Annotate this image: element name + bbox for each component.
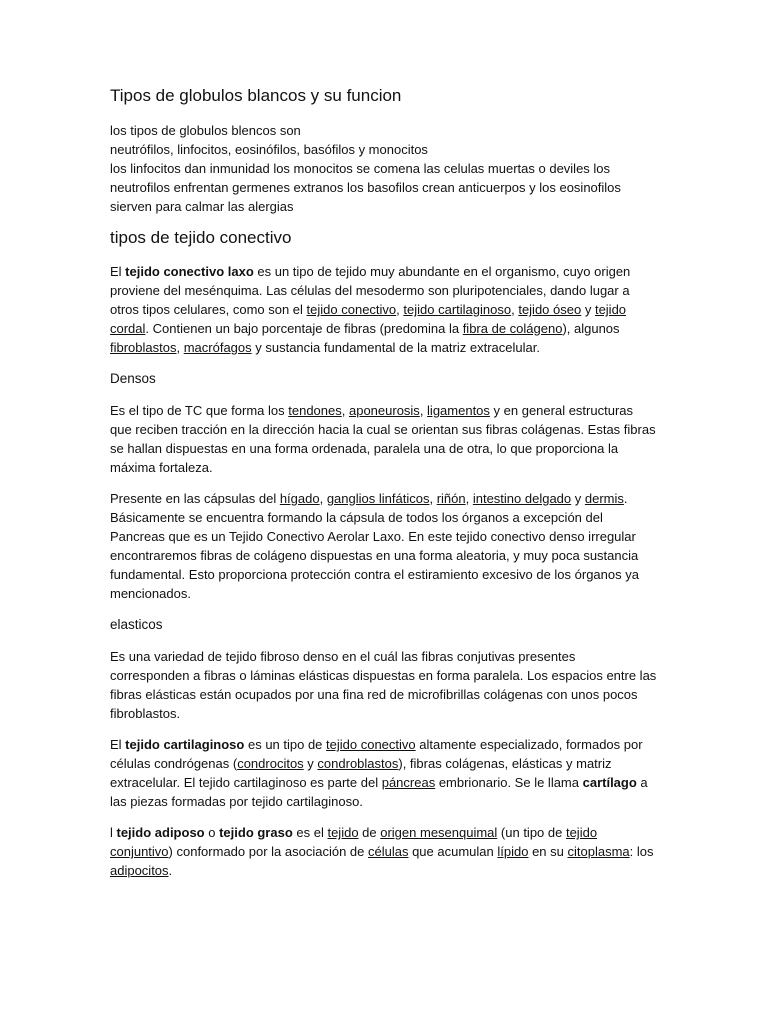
link-citoplasma[interactable]: citoplasma: [567, 844, 630, 859]
text: ), algunos: [562, 321, 620, 336]
link-tejido-oseo[interactable]: tejido óseo: [518, 302, 582, 317]
text: ,: [465, 491, 473, 506]
text: y en general estructuras que reciben tracción en la dirección hacia la cual se orientan sus fibras colágenas. Estas fibras se hallan dispuestas en una forma ordenada, paralela una de otra, lo que proporciona la máxima fortaleza.: [110, 403, 656, 475]
text: y: [581, 302, 595, 317]
link-ganglios-linfaticos[interactable]: ganglios linfáticos: [326, 491, 430, 506]
text: es el: [292, 825, 328, 840]
link-tejido-conectivo[interactable]: tejido conectivo: [306, 302, 397, 317]
text: ,: [176, 340, 184, 355]
link-celulas[interactable]: células: [368, 844, 409, 859]
text: : los: [629, 844, 654, 859]
intro-line: los linfocitos dan inmunidad los monocitos se comena las celulas muertas o deviles los neutrofilos enfrentan germenes extranos los basofilos crean anticuerpos y los eosinofilos sierven para calmar las alergias: [110, 161, 621, 214]
link-tejido-cordal[interactable]: tejido cordal: [110, 302, 627, 336]
text: o: [204, 825, 220, 840]
text: ), fibras colágenas, elásticas y matriz extracelular. El tejido cartilaginoso es parte del: [110, 756, 612, 790]
text: ) conformado por la asociación de: [168, 844, 368, 859]
link-tejido-conectivo[interactable]: tejido conectivo: [326, 737, 416, 752]
text: l: [110, 825, 117, 840]
link-rinon[interactable]: riñón: [436, 491, 466, 506]
text: Presente en las cápsulas del: [110, 491, 280, 506]
paragraph-elasticos: Es una variedad de tejido fibroso denso en el cuál las fibras conjutivas presentes corresponden a fibras o láminas elásticas dispuestas en forma paralela. Los espacios entre las fibras elásticas están ocupados por una fina red de microfibrillas colágenas con unos pocos fibroblastos.: [110, 649, 657, 721]
link-dermis[interactable]: dermis: [584, 491, 624, 506]
paragraph-densos-1: [110, 401, 658, 477]
text: El: [110, 737, 126, 752]
link-higado[interactable]: hígado: [279, 491, 320, 506]
text: . Básicamente se encuentra formando la cápsula de todos los órganos a excepción del Pancreas que es un Tejido Conectivo Aerolar Laxo. En este tejido conectivo denso irregular encontraremos fibras de colágeno dispuestas en una forma aleatoria, y muy poca sustancia fundamental. Esto proporciona protección contra el estiramiento excesivo de los órganos ya mencionados.: [110, 491, 639, 601]
text: . Contienen un bajo porcentaje de fibras (predomina la: [145, 321, 463, 336]
link-fibroblastos[interactable]: fibroblastos: [110, 340, 177, 355]
link-adipocitos[interactable]: adipocitos: [110, 863, 169, 878]
text: es un tipo de: [244, 737, 327, 752]
bold-term: tejido conectivo laxo: [125, 264, 254, 279]
paragraph-laxo: [110, 262, 658, 357]
text: en su: [528, 844, 568, 859]
text: El: [110, 264, 126, 279]
link-tendones[interactable]: tendones: [288, 403, 342, 418]
intro-block: [110, 121, 658, 216]
paragraph-cartilaginoso: [110, 735, 658, 811]
subheading-elasticos: elasticos: [110, 617, 163, 632]
text: y: [571, 491, 585, 506]
text: y sustancia fundamental de la matriz extracelular.: [251, 340, 540, 355]
text: a las piezas formadas por tejido cartilaginoso.: [110, 775, 648, 809]
bold-term: tejido cartilaginoso: [125, 737, 245, 752]
link-tejido[interactable]: tejido: [327, 825, 359, 840]
link-intestino-delgado[interactable]: intestino delgado: [472, 491, 572, 506]
text: Es el tipo de TC que forma los: [110, 403, 289, 418]
link-fibra-de-colageno[interactable]: fibra de colágeno: [462, 321, 563, 336]
text: ,: [319, 491, 327, 506]
link-tejido-cartilaginoso[interactable]: tejido cartilaginoso: [403, 302, 512, 317]
text: (un tipo de: [497, 825, 566, 840]
text: ,: [341, 403, 349, 418]
link-pancreas[interactable]: páncreas: [381, 775, 436, 790]
text: embrionario. Se le llama: [435, 775, 583, 790]
bold-term: cartílago: [582, 775, 637, 790]
text: que acumulan: [408, 844, 498, 859]
subheading-densos: Densos: [110, 371, 156, 386]
link-ligamentos[interactable]: ligamentos: [427, 403, 490, 418]
link-condroblastos[interactable]: condroblastos: [317, 756, 399, 771]
paragraph-adiposo: [110, 823, 658, 880]
text: ,: [396, 302, 404, 317]
document-title: Tipos de globulos blancos y su funcion: [110, 86, 402, 105]
link-macrofagos[interactable]: macrófagos: [183, 340, 252, 355]
text: es un tipo de tejido muy abundante en el organismo, cuyo origen proviene del mesénquima. Las células del mesodermo son pluripotenciales, dando lugar a otros tipos celulares, como son el: [110, 264, 631, 317]
text: .: [168, 863, 173, 878]
text: altamente especializado, formados por células condrógenas (: [110, 737, 643, 771]
link-aponeurosis[interactable]: aponeurosis: [348, 403, 420, 418]
text: de: [358, 825, 381, 840]
text: y: [303, 756, 318, 771]
bold-term: tejido graso: [219, 825, 293, 840]
text: ,: [429, 491, 437, 506]
document-body: [110, 84, 658, 892]
link-lipido[interactable]: lípido: [497, 844, 529, 859]
link-origen-mesenquimal[interactable]: origen mesenquimal: [380, 825, 498, 840]
intro-line: neutrófilos, linfocitos, eosinófilos, basófilos y monocitos: [110, 142, 428, 157]
link-condrocitos[interactable]: condrocitos: [237, 756, 304, 771]
intro-line: los tipos de globulos blencos son: [110, 123, 301, 138]
link-tejido-conjuntivo[interactable]: tejido conjuntivo: [110, 825, 598, 859]
bold-term: tejido adiposo: [116, 825, 205, 840]
text: ,: [419, 403, 428, 418]
section-heading: tipos de tejido conectivo: [110, 228, 292, 247]
paragraph-densos-2: [110, 489, 658, 603]
text: ,: [511, 302, 519, 317]
